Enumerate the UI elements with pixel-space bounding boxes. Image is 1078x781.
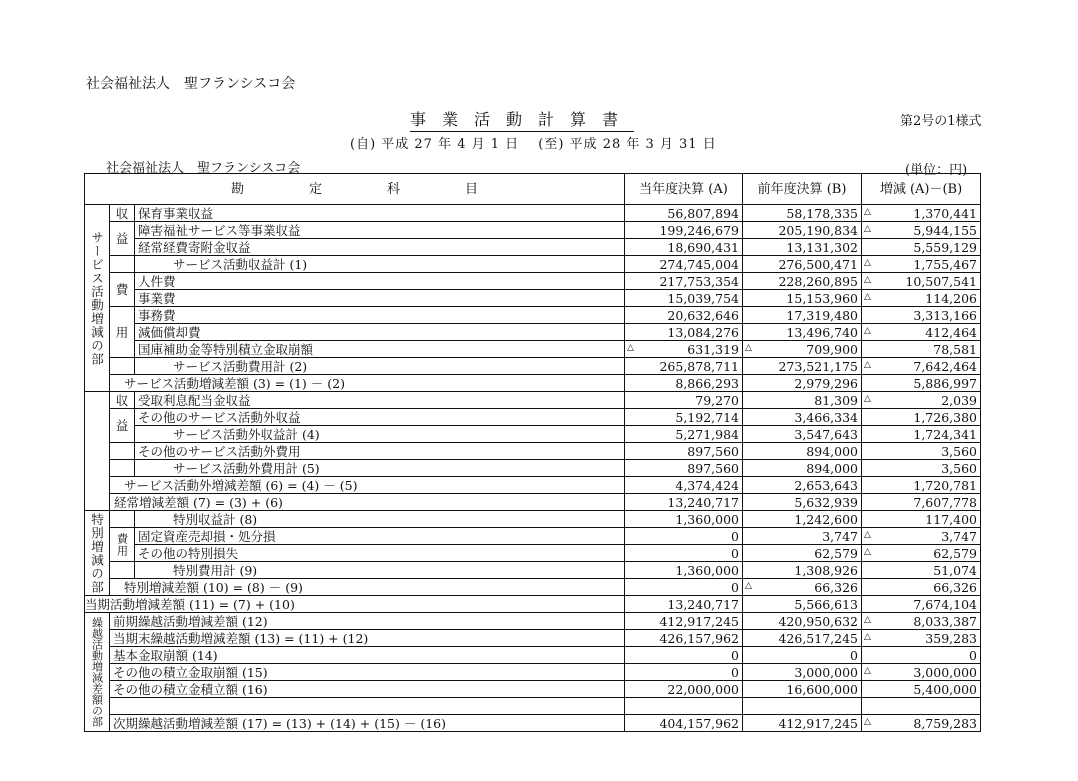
- empty-cell: [110, 256, 135, 273]
- table-row: [85, 324, 981, 341]
- amount: 5,944,155: [913, 222, 977, 238]
- current-year-value: [625, 392, 743, 409]
- amount: 273,521,175: [778, 358, 858, 374]
- amount: 51,074: [933, 562, 977, 578]
- amount: 16,600,000: [786, 681, 858, 697]
- prior-year-value: [743, 630, 862, 647]
- column-header-item: 勘 定 科 目: [85, 174, 625, 205]
- table-row: [85, 307, 981, 324]
- current-year-value: [625, 205, 743, 222]
- prior-year-value: [743, 256, 862, 273]
- amount: 20,632,646: [667, 307, 739, 323]
- account-label: その他の積立金積立額 (16): [110, 681, 625, 698]
- empty-cell: [110, 562, 135, 579]
- amount: 3,560: [941, 460, 977, 476]
- amount: 62,579: [933, 545, 977, 561]
- empty-cell: [110, 460, 135, 477]
- difference-value: [862, 426, 981, 443]
- account-label: サービス活動外収益計 (4): [135, 426, 625, 443]
- negative-mark: △: [864, 275, 871, 285]
- current-year-value: [625, 596, 743, 613]
- amount: 894,000: [806, 460, 858, 476]
- difference-value: [862, 545, 981, 562]
- form-number: 第2号の1様式: [900, 114, 982, 129]
- amount: 7,674,104: [913, 596, 977, 612]
- amount: 412,917,245: [659, 613, 739, 629]
- amount: 897,560: [687, 443, 739, 459]
- account-label: その他のサービス活動外費用: [135, 443, 625, 460]
- amount: 0: [731, 664, 739, 680]
- prior-year-value: [743, 698, 862, 715]
- difference-value: [862, 443, 981, 460]
- difference-value: [862, 409, 981, 426]
- amount: 2,979,296: [794, 375, 858, 391]
- section-label-service: サービス活動増減の部: [85, 205, 110, 392]
- negative-mark: △: [864, 207, 871, 217]
- table-row: [85, 511, 981, 528]
- amount: 276,500,471: [778, 256, 858, 272]
- amount: 217,753,354: [659, 273, 739, 289]
- amount: 5,559,129: [913, 239, 977, 255]
- table-row: [85, 290, 981, 307]
- amount: 631,319: [687, 341, 739, 357]
- current-year-value: [625, 630, 743, 647]
- table-row: [85, 715, 981, 732]
- difference-value: [862, 273, 981, 290]
- negative-mark: △: [864, 292, 871, 302]
- current-year-value: [625, 290, 743, 307]
- prior-year-value: [743, 664, 862, 681]
- table-row: [85, 375, 981, 392]
- amount: 3,000,000: [913, 664, 977, 680]
- account-label: 当期末繰越活動増減差額 (13) = (11) + (12): [110, 630, 625, 647]
- table-header-row: [85, 174, 981, 205]
- difference-value: [862, 681, 981, 698]
- group-label: 費: [110, 273, 135, 307]
- amount: 1,308,926: [794, 562, 858, 578]
- amount: 5,192,714: [675, 409, 739, 425]
- document-title: 事業活動計算書: [410, 107, 634, 132]
- fiscal-period: (自) 平成 27 年 4 月 1 日 (至) 平成 28 年 3 月 31 日: [350, 137, 717, 152]
- negative-mark: △: [864, 258, 871, 268]
- section-label-special: 特別増減の部: [85, 511, 110, 596]
- amount: 5,886,997: [913, 375, 977, 391]
- organization-name: 社会福祉法人 聖フランシスコ会: [86, 76, 296, 92]
- account-label: 経常経費寄附金収益: [135, 239, 625, 256]
- amount: 58,178,335: [786, 205, 858, 221]
- prior-year-value: [743, 545, 862, 562]
- prior-year-value: [743, 205, 862, 222]
- empty-cell: [110, 443, 135, 460]
- amount: 420,950,632: [778, 613, 858, 629]
- account-label: 前期繰越活動増減差額 (12): [110, 613, 625, 630]
- negative-mark: △: [864, 394, 871, 404]
- amount: 13,496,740: [786, 324, 858, 340]
- activity-statement-table: [84, 173, 981, 732]
- difference-value: [862, 562, 981, 579]
- table-row: [85, 409, 981, 426]
- difference-value: [862, 477, 981, 494]
- amount: 205,190,834: [778, 222, 858, 238]
- current-year-value: [625, 681, 743, 698]
- current-year-value: [625, 256, 743, 273]
- amount: 2,039: [941, 392, 977, 408]
- amount: 359,283: [925, 630, 977, 646]
- prior-year-value: [743, 409, 862, 426]
- current-year-value: [625, 460, 743, 477]
- current-year-value: [625, 222, 743, 239]
- organization-subtitle: 社会福祉法人 聖フランシスコ会: [106, 161, 301, 176]
- amount: 18,690,431: [667, 239, 739, 255]
- amount: 412,464: [925, 324, 977, 340]
- section-label-non-service: [85, 392, 110, 511]
- group-label: 用: [110, 307, 135, 358]
- table-row: [85, 222, 981, 239]
- prior-year-value: [743, 511, 862, 528]
- amount: 3,547,643: [794, 426, 858, 442]
- difference-value: [862, 324, 981, 341]
- difference-value: [862, 222, 981, 239]
- prior-year-value: [743, 324, 862, 341]
- current-year-value: [625, 409, 743, 426]
- amount: 5,271,984: [675, 426, 739, 442]
- difference-value: [862, 341, 981, 358]
- negative-mark: △: [627, 343, 634, 353]
- difference-value: [862, 630, 981, 647]
- amount: 2,653,643: [794, 477, 858, 493]
- account-label: サービス活動外増減差額 (6) = (4) － (5): [110, 477, 625, 494]
- amount: 0: [731, 545, 739, 561]
- amount: 3,747: [822, 528, 858, 544]
- difference-value: [862, 579, 981, 596]
- account-label: [110, 698, 625, 715]
- prior-year-value: [743, 681, 862, 698]
- current-year-value: [625, 511, 743, 528]
- amount: 265,878,711: [659, 358, 739, 374]
- difference-value: [862, 239, 981, 256]
- difference-value: [862, 528, 981, 545]
- amount: 10,507,541: [905, 273, 977, 289]
- current-year-value: [625, 579, 743, 596]
- prior-year-value: [743, 613, 862, 630]
- amount: 7,642,464: [913, 358, 977, 374]
- table-row: [85, 613, 981, 630]
- table-row: [85, 426, 981, 443]
- prior-year-value: [743, 460, 862, 477]
- table-row: [85, 341, 981, 358]
- amount: 1,370,441: [913, 205, 977, 221]
- account-label: サービス活動収益計 (1): [135, 256, 625, 273]
- amount: 274,745,004: [659, 256, 739, 272]
- amount: 5,632,939: [794, 494, 858, 510]
- prior-year-value: [743, 375, 862, 392]
- current-year-value: [625, 477, 743, 494]
- amount: 78,581: [933, 341, 977, 357]
- account-label: 保育事業収益: [135, 205, 625, 222]
- difference-value: [862, 647, 981, 664]
- difference-value: [862, 613, 981, 630]
- negative-mark: △: [864, 666, 871, 676]
- current-year-value: [625, 426, 743, 443]
- amount: 15,153,960: [786, 290, 858, 306]
- amount: 3,560: [941, 443, 977, 459]
- prior-year-value: [743, 273, 862, 290]
- group-label: 益: [110, 222, 135, 256]
- column-header-diff: 増減 (A)－(B): [862, 174, 981, 205]
- difference-value: [862, 256, 981, 273]
- table-row: [85, 256, 981, 273]
- negative-mark: △: [745, 343, 752, 353]
- table-row: [85, 358, 981, 375]
- prior-year-value: [743, 392, 862, 409]
- prior-year-value: [743, 307, 862, 324]
- account-label: 特別費用計 (9): [135, 562, 625, 579]
- amount: 1,755,467: [913, 256, 977, 272]
- amount: 8,759,283: [913, 715, 977, 731]
- account-label: サービス活動外費用計 (5): [135, 460, 625, 477]
- amount: 1,360,000: [675, 511, 739, 527]
- account-label: 次期繰越活動増減差額 (17) = (13) + (14) + (15) － (16): [110, 715, 625, 732]
- amount: 62,579: [814, 545, 858, 561]
- amount: 1,726,380: [913, 409, 977, 425]
- account-label: 事務費: [135, 307, 625, 324]
- difference-value: [862, 392, 981, 409]
- amount: 404,157,962: [659, 715, 739, 731]
- table-row: [85, 681, 981, 698]
- table-row: [85, 460, 981, 477]
- table-row: [85, 647, 981, 664]
- amount: 0: [731, 647, 739, 663]
- current-year-value: [625, 545, 743, 562]
- current-year-value: [625, 494, 743, 511]
- prior-year-value: [743, 239, 862, 256]
- table-row: [85, 392, 981, 409]
- amount: 3,747: [941, 528, 977, 544]
- amount: 8,033,387: [913, 613, 977, 629]
- amount: 4,374,424: [675, 477, 739, 493]
- negative-mark: △: [864, 632, 871, 642]
- difference-value: [862, 511, 981, 528]
- amount: 0: [969, 647, 977, 663]
- amount: 1,720,781: [913, 477, 977, 493]
- prior-year-value: [743, 341, 862, 358]
- prior-year-value: [743, 596, 862, 613]
- current-year-value: [625, 562, 743, 579]
- prior-year-value: [743, 647, 862, 664]
- account-label: 特別収益計 (8): [135, 511, 625, 528]
- amount: 17,319,480: [786, 307, 858, 323]
- amount: 3,000,000: [794, 664, 858, 680]
- amount: 3,313,166: [913, 307, 977, 323]
- account-label: 障害福祉サービス等事業収益: [135, 222, 625, 239]
- amount: 894,000: [806, 443, 858, 459]
- amount: 13,240,717: [667, 494, 739, 510]
- current-year-value: [625, 358, 743, 375]
- amount: 199,246,679: [659, 222, 739, 238]
- prior-year-value: [743, 562, 862, 579]
- table-row: [85, 630, 981, 647]
- prior-year-value: [743, 222, 862, 239]
- current-year-value: [625, 715, 743, 732]
- prior-year-value: [743, 494, 862, 511]
- difference-value: [862, 715, 981, 732]
- current-year-value: [625, 443, 743, 460]
- account-label: 人件費: [135, 273, 625, 290]
- column-header-prior: 前年度決算 (B): [743, 174, 862, 205]
- table-row: [85, 664, 981, 681]
- table-row: [85, 545, 981, 562]
- group-label: 収: [110, 205, 135, 222]
- negative-mark: △: [864, 615, 871, 625]
- amount: 66,326: [814, 579, 858, 595]
- amount: 13,240,717: [667, 596, 739, 612]
- column-header-current: 当年度決算 (A): [625, 174, 743, 205]
- difference-value: [862, 596, 981, 613]
- amount: 8,866,293: [675, 375, 739, 391]
- current-year-value: [625, 613, 743, 630]
- account-label: 減価償却費: [135, 324, 625, 341]
- difference-value: [862, 205, 981, 222]
- current-year-value: [625, 647, 743, 664]
- table-row: [85, 579, 981, 596]
- difference-value: [862, 358, 981, 375]
- table-row: [85, 477, 981, 494]
- current-year-value: [625, 698, 743, 715]
- account-label: 受取利息配当金収益: [135, 392, 625, 409]
- negative-mark: △: [864, 224, 871, 234]
- empty-cell: [110, 511, 135, 528]
- table-row: [85, 239, 981, 256]
- current-year-value: [625, 375, 743, 392]
- difference-value: [862, 664, 981, 681]
- negative-mark: △: [864, 530, 871, 540]
- amount: 7,607,778: [913, 494, 977, 510]
- unit-label: (単位：円): [905, 163, 968, 178]
- account-label: その他の特別損失: [135, 545, 625, 562]
- prior-year-value: [743, 477, 862, 494]
- amount: 0: [731, 579, 739, 595]
- account-label: 国庫補助金等特別積立金取崩額: [135, 341, 625, 358]
- prior-year-value: [743, 443, 862, 460]
- difference-value: [862, 375, 981, 392]
- account-label: 事業費: [135, 290, 625, 307]
- amount: 412,917,245: [778, 715, 858, 731]
- amount: 1,724,341: [913, 426, 977, 442]
- account-label: 特別増減差額 (10) = (8) － (9): [110, 579, 625, 596]
- amount: 22,000,000: [667, 681, 739, 697]
- prior-year-value: [743, 290, 862, 307]
- negative-mark: △: [864, 360, 871, 370]
- account-label: 経常増減差額 (7) = (3) + (6): [110, 494, 625, 511]
- amount: 114,206: [925, 290, 977, 306]
- amount: 0: [731, 528, 739, 544]
- amount: 81,309: [814, 392, 858, 408]
- current-year-value: [625, 664, 743, 681]
- account-label: サービス活動増減差額 (3) = (1) － (2): [110, 375, 625, 392]
- amount: 1,360,000: [675, 562, 739, 578]
- group-label: 費用: [110, 528, 135, 562]
- amount: 897,560: [687, 460, 739, 476]
- difference-value: [862, 494, 981, 511]
- prior-year-value: [743, 528, 862, 545]
- amount: 13,131,302: [786, 239, 858, 255]
- amount: 228,260,895: [778, 273, 858, 289]
- table-row: [85, 698, 981, 715]
- current-year-value: [625, 341, 743, 358]
- negative-mark: △: [745, 581, 752, 591]
- prior-year-value: [743, 426, 862, 443]
- difference-value: [862, 460, 981, 477]
- table-row: [85, 205, 981, 222]
- section-label-carryover: 繰越活動増減差額の部: [85, 613, 110, 732]
- current-year-value: [625, 528, 743, 545]
- prior-year-value: [743, 715, 862, 732]
- negative-mark: △: [864, 326, 871, 336]
- amount: 5,400,000: [913, 681, 977, 697]
- account-label: その他の積立金取崩額 (15): [110, 664, 625, 681]
- account-label: 基本金取崩額 (14): [110, 647, 625, 664]
- amount: 5,566,613: [794, 596, 858, 612]
- current-year-value: [625, 324, 743, 341]
- account-label: その他のサービス活動外収益: [135, 409, 625, 426]
- negative-mark: △: [864, 717, 871, 727]
- account-label: サービス活動費用計 (2): [135, 358, 625, 375]
- current-year-value: [625, 239, 743, 256]
- current-year-value: [625, 273, 743, 290]
- table-row: [85, 273, 981, 290]
- difference-value: [862, 698, 981, 715]
- table-row: [85, 562, 981, 579]
- table-row: [85, 494, 981, 511]
- negative-mark: △: [864, 547, 871, 557]
- amount: 0: [850, 647, 858, 663]
- group-label: 収: [110, 392, 135, 409]
- amount: 3,466,334: [794, 409, 858, 425]
- empty-cell: [110, 358, 135, 375]
- amount: 709,900: [806, 341, 858, 357]
- difference-value: [862, 307, 981, 324]
- group-label: 益: [110, 409, 135, 443]
- prior-year-value: [743, 358, 862, 375]
- difference-value: [862, 290, 981, 307]
- amount: 426,157,962: [659, 630, 739, 646]
- amount: 117,400: [925, 511, 977, 527]
- amount: 79,270: [695, 392, 739, 408]
- amount: 56,807,894: [667, 205, 739, 221]
- prior-year-value: [743, 579, 862, 596]
- current-year-value: [625, 307, 743, 324]
- amount: 15,039,754: [667, 290, 739, 306]
- amount: 1,242,600: [794, 511, 858, 527]
- amount: 66,326: [933, 579, 977, 595]
- table-row: [85, 443, 981, 460]
- account-label: 固定資産売却損・処分損: [135, 528, 625, 545]
- amount: 426,517,245: [778, 630, 858, 646]
- table-row: [85, 596, 981, 613]
- table-row: [85, 528, 981, 545]
- amount: 13,084,276: [667, 324, 739, 340]
- account-label: 当期活動増減差額 (11) = (7) + (10): [85, 596, 625, 613]
